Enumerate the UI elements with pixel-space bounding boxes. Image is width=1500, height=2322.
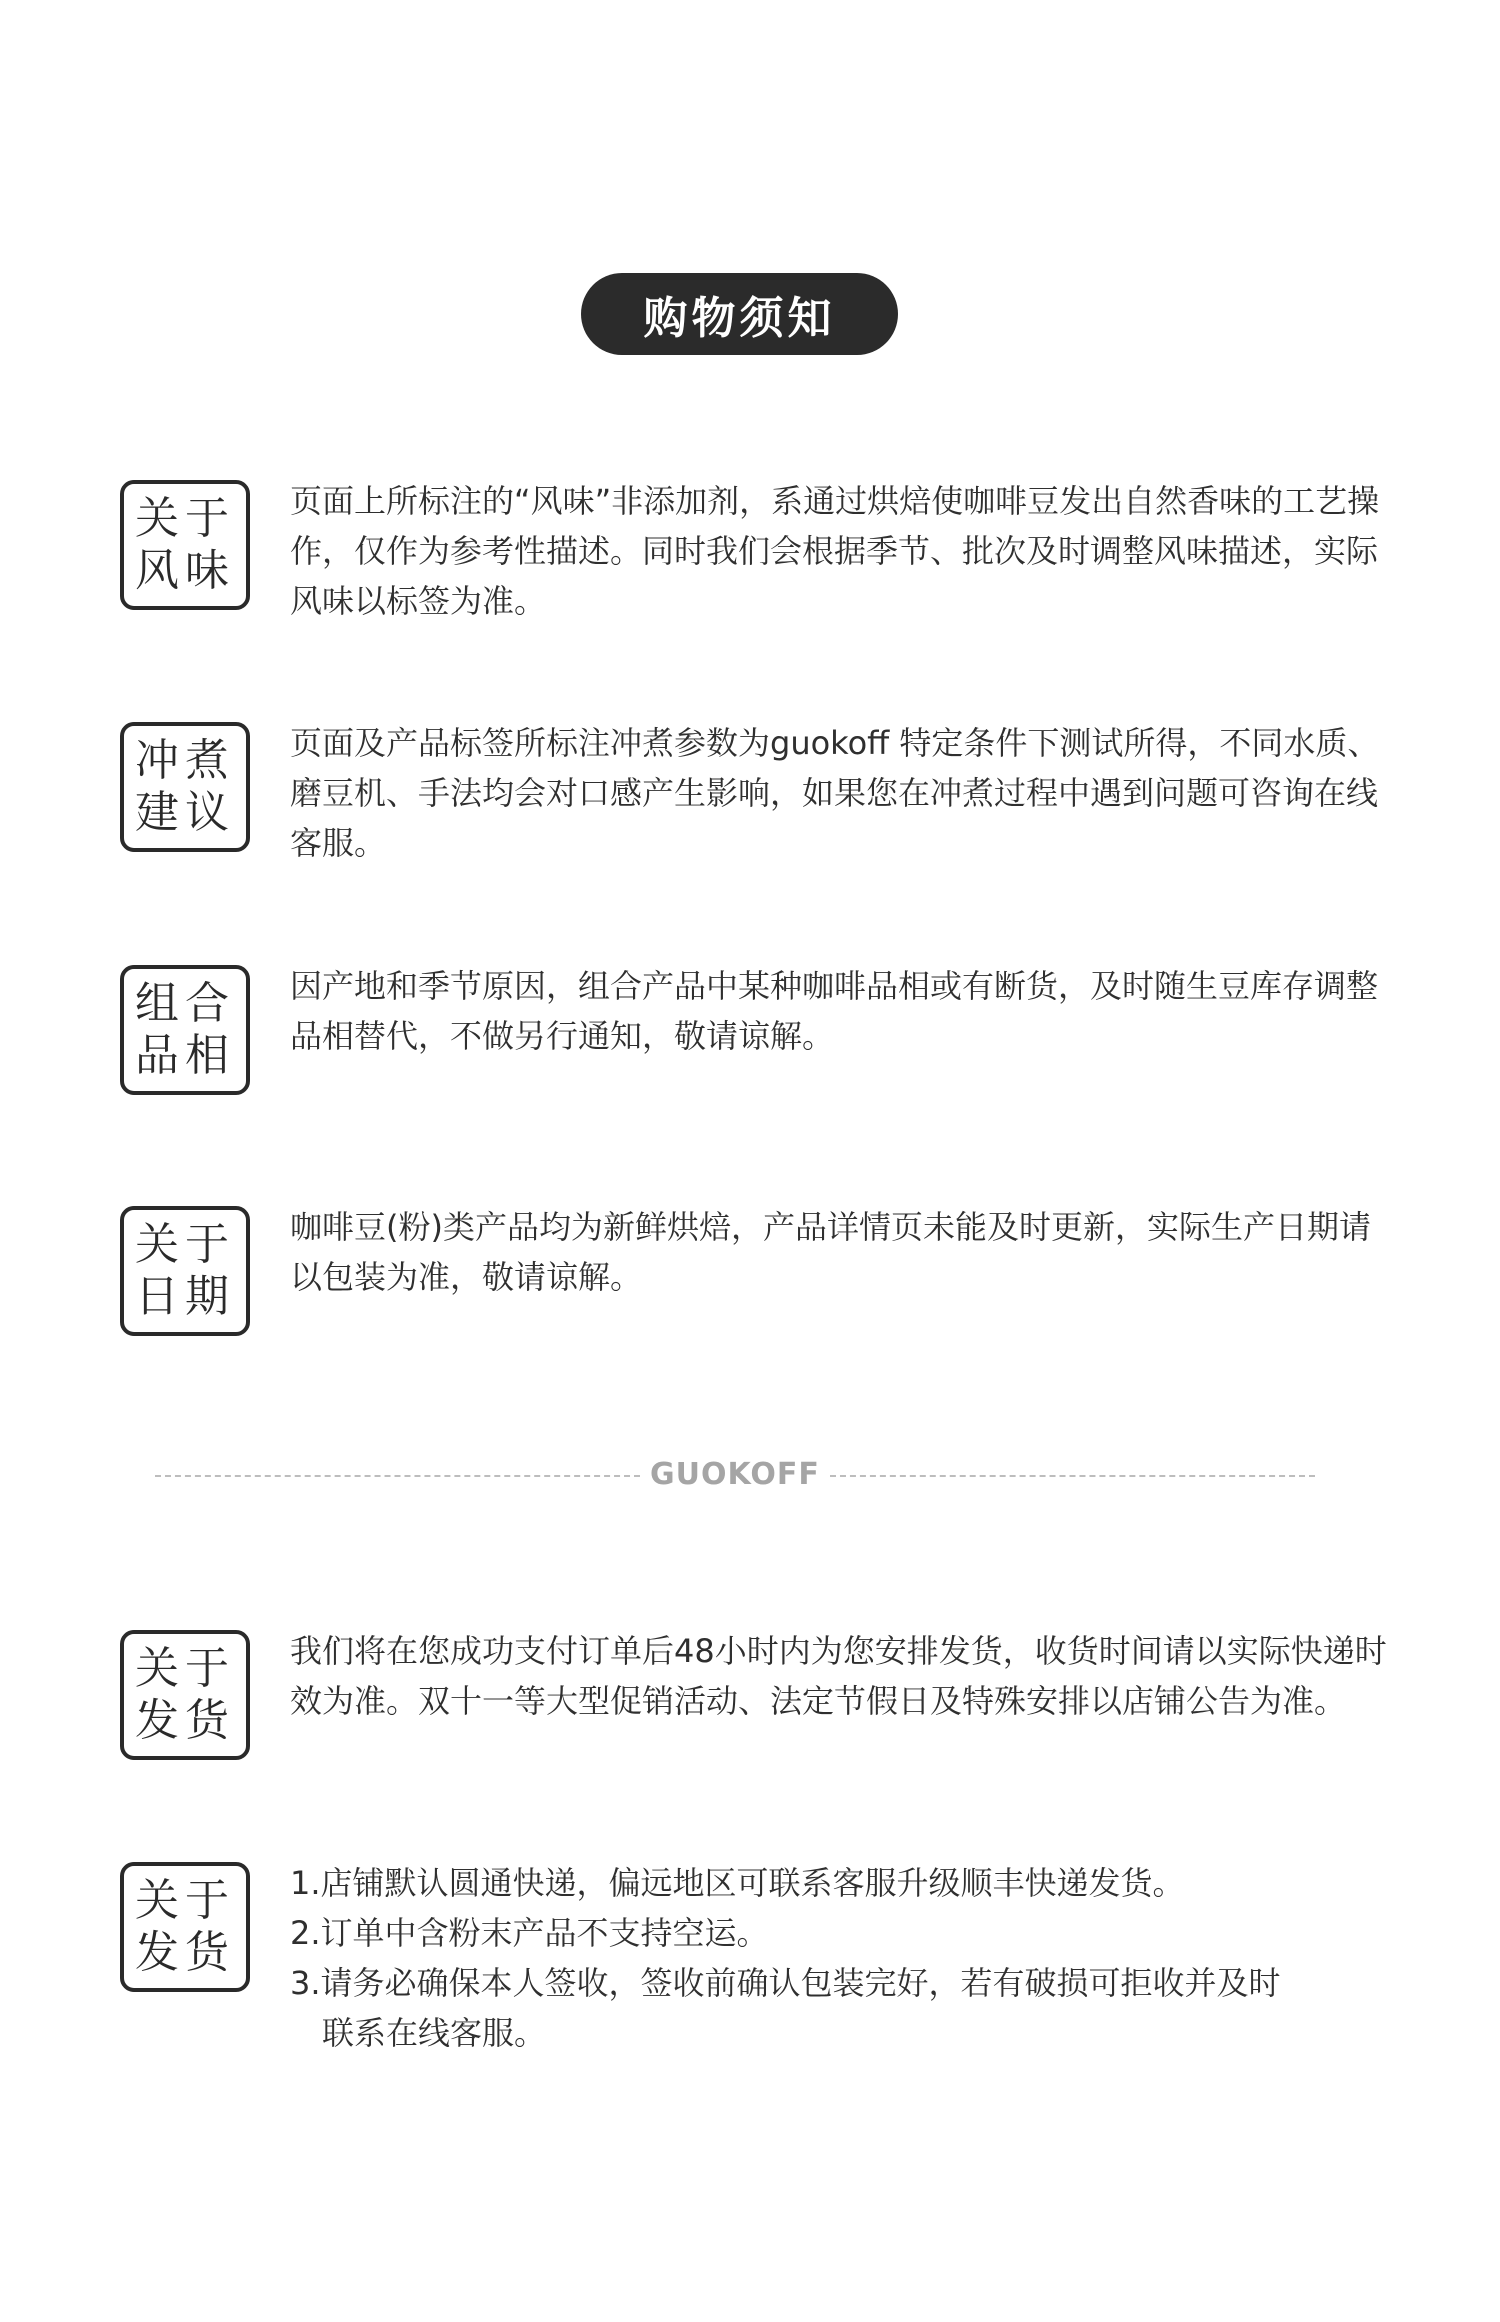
divider-line-right [830, 1475, 1315, 1477]
section-paragraph: 咖啡豆(粉)类产品均为新鲜烘焙，产品详情页未能及时更新，实际生产日期请以包装为准，敬请谅解。 [290, 1208, 1371, 1296]
badge-line: 关于 [135, 1643, 235, 1694]
list-item: 2.订单中含粉末产品不支持空运。 [290, 1914, 769, 1952]
section-text [290, 476, 1390, 626]
section-badge [120, 1630, 250, 1760]
badge-line: 关于 [135, 1219, 235, 1270]
brand-divider [155, 1457, 1315, 1492]
page-title: 购物须知 [581, 273, 898, 355]
badge-line: 关于 [135, 1875, 235, 1926]
list-item: 1.店铺默认圆通快递，偏远地区可联系客服升级顺丰快递发货。 [290, 1864, 1185, 1902]
section-paragraph: 因产地和季节原因，组合产品中某种咖啡品相或有断货，及时随生豆库存调整品相替代，不做另行通知，敬请谅解。 [290, 967, 1379, 1055]
list-item-continuation: 联系在线客服。 [322, 2014, 547, 2052]
section-text [290, 1202, 1390, 1302]
brand-label: GUOKOFF [650, 1457, 820, 1492]
badge-line: 组合 [135, 978, 235, 1029]
badge-line: 建议 [135, 787, 235, 838]
section-paragraph: 我们将在您成功支付订单后48小时内为您安排发货，收货时间请以实际快递时效为准。双十一等大型促销活动、法定节假日及特殊安排以店铺公告为准。 [290, 1632, 1387, 1720]
section-paragraph: 页面上所标注的“风味”非添加剂，系通过烘焙使咖啡豆发出自然香味的工艺操作，仅作为参考性描述。同时我们会根据季节、批次及时调整风味描述，实际风味以标签为准。 [290, 482, 1380, 620]
section-text [290, 718, 1390, 868]
badge-line: 关于 [135, 493, 235, 544]
section-badge [120, 1862, 250, 1992]
section-badge [120, 722, 250, 852]
section-text [290, 1858, 1390, 2058]
badge-line: 风味 [135, 545, 235, 596]
badge-line: 发货 [135, 1695, 235, 1746]
section-badge [120, 1206, 250, 1336]
section-badge [120, 480, 250, 610]
badge-line: 发货 [135, 1927, 235, 1978]
section-text [290, 961, 1390, 1061]
list-item: 3.请务必确保本人签收，签收前确认包装完好，若有破损可拒收并及时 [290, 1964, 1281, 2002]
badge-line: 日期 [135, 1271, 235, 1322]
section-badge [120, 965, 250, 1095]
badge-line: 品相 [135, 1030, 235, 1081]
badge-line: 冲煮 [135, 735, 235, 786]
section-paragraph: 页面及产品标签所标注冲煮参数为guokoff 特定条件下测试所得，不同水质、磨豆机、手法均会对口感产生影响，如果您在冲煮过程中遇到问题可咨询在线客服。 [290, 724, 1380, 862]
section-text [290, 1626, 1390, 1726]
